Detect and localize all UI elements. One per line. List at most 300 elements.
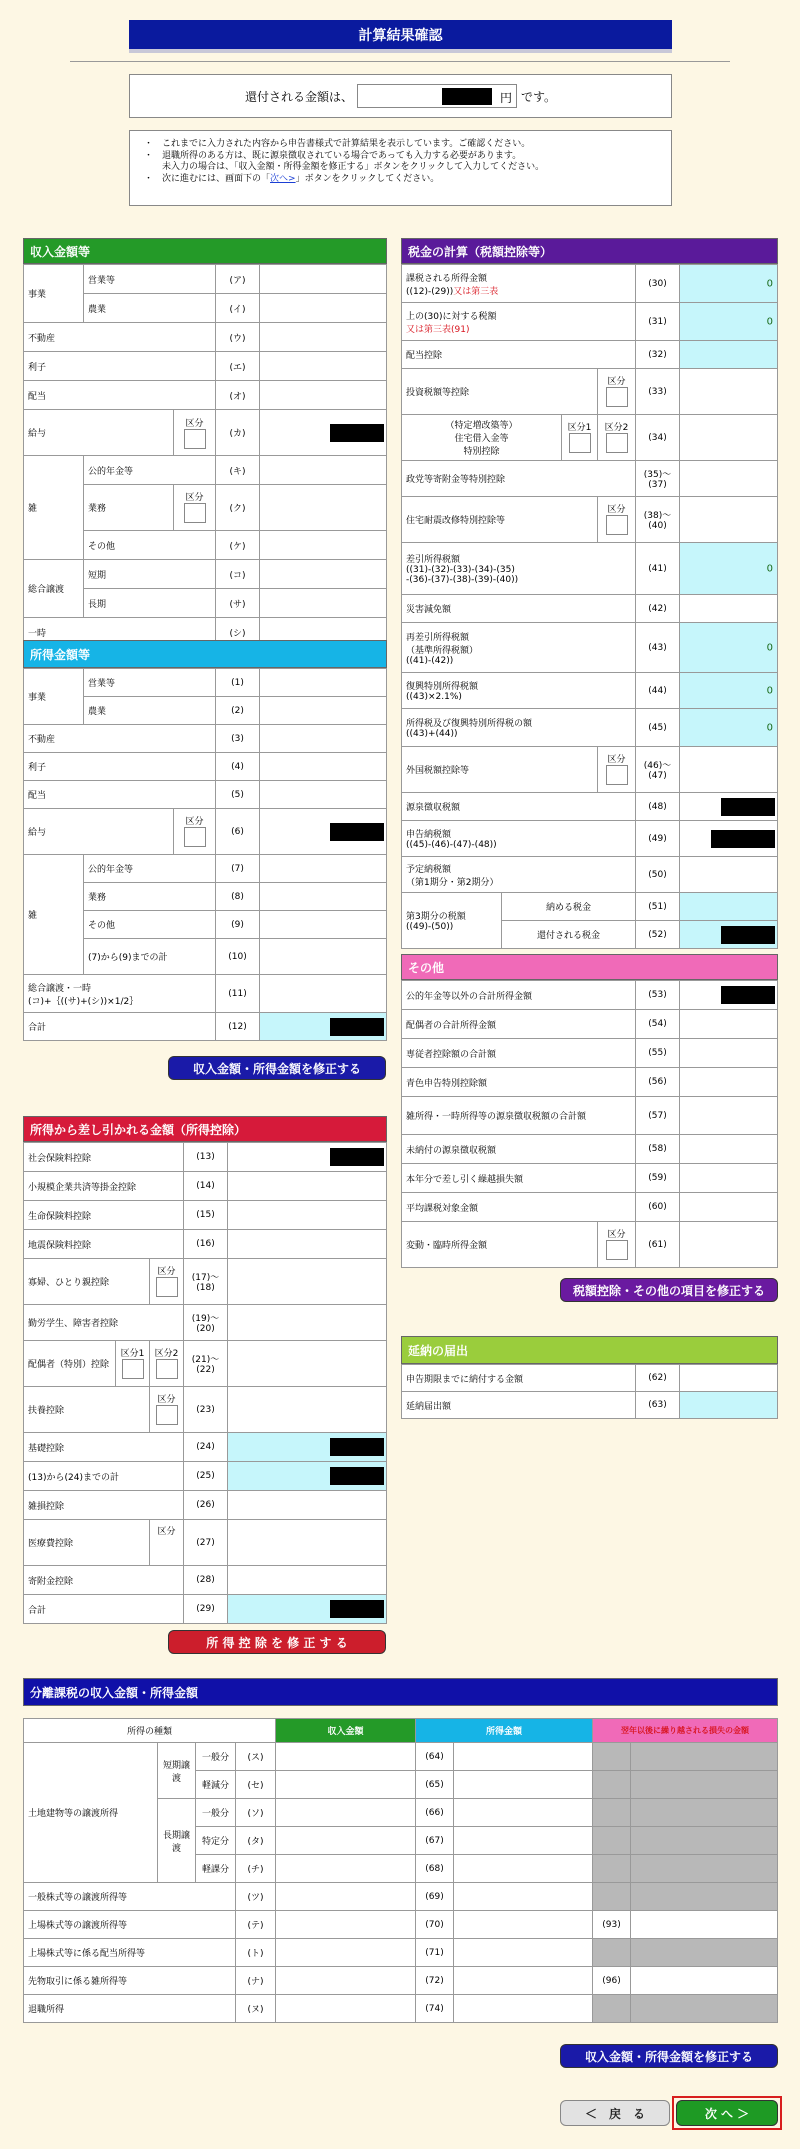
kubun1-input[interactable]	[122, 1359, 144, 1379]
tax-label-45	[402, 709, 636, 747]
kubun-label: 区分	[157, 1266, 176, 1277]
value-cell	[680, 369, 778, 415]
label-line: ((49)-(50))	[406, 922, 454, 932]
value-cell	[228, 1462, 387, 1491]
row-num: (54)	[636, 1010, 680, 1039]
income-value	[276, 1827, 416, 1855]
row-num: (ヌ)	[236, 1995, 276, 2023]
value-cell	[260, 809, 387, 855]
value-cell	[260, 589, 387, 618]
value-cell	[260, 352, 387, 381]
redacted-value	[330, 823, 384, 841]
tax-label-31	[402, 303, 636, 341]
income-value	[276, 1939, 416, 1967]
kubun-label: 区分	[607, 1229, 626, 1240]
label-zatsu: 雑	[24, 456, 84, 560]
row-num: (96)	[593, 1967, 631, 1995]
value-cell	[680, 921, 778, 949]
loss-disabled	[593, 1827, 631, 1855]
kubun-label: 区分	[185, 816, 204, 827]
label-nogyo: 農業	[84, 294, 216, 323]
label-line: 申告納税額	[406, 830, 452, 840]
row-num: (25)	[184, 1462, 228, 1491]
kubun-label: 区分2	[604, 422, 629, 433]
shotoku-value	[454, 1771, 593, 1799]
value-cell	[680, 543, 778, 595]
row-num: (55)	[636, 1039, 680, 1068]
value-cell	[260, 265, 387, 294]
label-line: 課税される所得金額	[406, 273, 488, 284]
row-num: (56)	[636, 1068, 680, 1097]
label-eigyo: 営業等	[84, 265, 216, 294]
value-text: 0	[766, 563, 773, 574]
row-num: (コ)	[216, 560, 260, 589]
row-num: (9)	[216, 911, 260, 939]
kojo-label: 小規模企業共済等掛金控除	[24, 1172, 184, 1201]
ennou-section-header: 延納の届出	[401, 1336, 778, 1364]
row-num: (1)	[216, 669, 260, 697]
label-subtotal-7-9: (7)から(9)までの計	[84, 939, 216, 975]
label-sonota: その他	[84, 911, 216, 939]
label-taishoku: 退職所得	[24, 1995, 236, 2023]
value-cell	[680, 1039, 778, 1068]
row-num: (42)	[636, 595, 680, 623]
tax-label-48: 源泉徴収税額	[402, 793, 636, 821]
tax-label-51: 納める税金	[502, 893, 636, 921]
kubun-input[interactable]	[606, 1240, 628, 1260]
value-text: 0	[766, 278, 773, 289]
row-num: (エ)	[216, 352, 260, 381]
row-num: (33)	[636, 369, 680, 415]
kubun-label: 区分	[185, 418, 204, 429]
tax-label-32: 配当控除	[402, 341, 636, 369]
label-ippan: 一般分	[196, 1743, 236, 1771]
row-num: (51)	[636, 893, 680, 921]
row-num: (11)	[216, 975, 260, 1013]
value-cell	[228, 1230, 387, 1259]
row-num: (32)	[636, 341, 680, 369]
label-eigyo: 営業等	[84, 669, 216, 697]
label-line: 復興特別所得税額	[406, 682, 479, 692]
label-zatsu: 雑	[24, 855, 84, 975]
row-num: (48)	[636, 793, 680, 821]
value-cell	[680, 623, 778, 673]
kubun2-cell	[598, 415, 636, 461]
next-button[interactable]: 次 へ ＞	[676, 2100, 778, 2126]
value-cell	[680, 1392, 778, 1419]
value-cell	[228, 1341, 387, 1387]
row-num: (オ)	[216, 381, 260, 410]
label-line: 予定納税額	[406, 864, 452, 875]
kubun-input[interactable]	[606, 515, 628, 535]
kojo-label: 扶養控除	[24, 1387, 150, 1433]
value-cell	[680, 595, 778, 623]
row-num: (63)	[636, 1392, 680, 1419]
col-header-shotoku: 所得金額	[416, 1719, 593, 1743]
income-value	[276, 1911, 416, 1939]
kubun2-input[interactable]	[156, 1359, 178, 1379]
note-text: ・ 次に進むには、画面下の「	[144, 173, 271, 184]
edit-tax-button[interactable]: 税額控除・その他の項目を修正する	[560, 1278, 778, 1302]
tax-label-34	[402, 415, 562, 461]
value-cell	[680, 265, 778, 303]
row-num: (8)	[216, 883, 260, 911]
shotoku-value	[454, 1827, 593, 1855]
value-cell	[680, 1010, 778, 1039]
kubun-cell	[598, 1222, 636, 1268]
value-cell	[260, 410, 387, 456]
value-cell	[680, 415, 778, 461]
label-nenkin: 公的年金等	[84, 456, 216, 485]
kubun-label: 区分	[157, 1394, 176, 1405]
row-num: (13)	[184, 1143, 228, 1172]
label-line: 住宅借入金等	[454, 434, 509, 444]
value-cell	[228, 1520, 387, 1566]
label-line: ((43)+(44))	[406, 729, 458, 739]
label-nogyo: 農業	[84, 697, 216, 725]
kojo-label: 勤労学生、障害者控除	[24, 1305, 184, 1341]
label-line: 特別控除	[463, 447, 500, 457]
page-title: 計算結果確認	[129, 20, 672, 53]
row-num: (19)～(20)	[184, 1305, 228, 1341]
other-label: 雑所得・一時所得等の源泉徴収税額の合計額	[402, 1097, 636, 1135]
label-line: 第3期分の税額	[406, 912, 466, 922]
label-ippan: 一般分	[196, 1799, 236, 1827]
label-line: （基準所得税額）	[406, 645, 479, 656]
row-num: (67)	[416, 1827, 454, 1855]
col-header-income: 収入金額	[276, 1719, 416, 1743]
label-kyuyo: 給与	[24, 410, 174, 456]
income-value	[276, 1771, 416, 1799]
row-num: (6)	[216, 809, 260, 855]
row-num: (23)	[184, 1387, 228, 1433]
value-cell	[228, 1305, 387, 1341]
label-line: 上の(30)に対する税額	[406, 311, 497, 322]
kubun-label: 区分	[607, 504, 626, 515]
income-section-header: 収入金額等	[23, 238, 387, 264]
label-tokutei: 特定分	[196, 1827, 236, 1855]
loss-value	[631, 1967, 778, 1995]
shotoku-value	[454, 1883, 593, 1911]
kubun1-cell	[562, 415, 598, 461]
income-value	[276, 1995, 416, 2023]
kubun-input[interactable]	[606, 387, 628, 407]
kojo-label: 社会保険料控除	[24, 1143, 184, 1172]
row-num: (43)	[636, 623, 680, 673]
row-num: (16)	[184, 1230, 228, 1259]
row-num: (35)～(37)	[636, 461, 680, 497]
tax-label-42: 災害減免額	[402, 595, 636, 623]
tax-label-43	[402, 623, 636, 673]
refund-prefix: 還付される金額は、	[244, 89, 353, 104]
kubun-cell	[150, 1259, 184, 1305]
row-num: (ツ)	[236, 1883, 276, 1911]
row-num: (14)	[184, 1172, 228, 1201]
other-label: 平均課税対象金額	[402, 1193, 636, 1222]
label-sakimono: 先物取引に係る雑所得等	[24, 1967, 236, 1995]
note-line: ・ 退職所得のある方は、既に源泉徴収されている場合であっても入力する必要があります。	[144, 150, 522, 161]
kojo-label: 合計	[24, 1595, 184, 1624]
refund-suffix: です。	[520, 89, 557, 104]
kubun-input[interactable]	[156, 1277, 178, 1297]
income-value	[276, 1855, 416, 1883]
kubun-input[interactable]	[156, 1405, 178, 1425]
row-num: (10)	[216, 939, 260, 975]
tax-section-header: 税金の計算（税額控除等）	[401, 238, 778, 264]
other-label: 専従者控除額の合計額	[402, 1039, 636, 1068]
label-choki: 長期	[84, 589, 216, 618]
label-line: （第1期分・第2期分）	[406, 877, 499, 888]
loss-value	[631, 1911, 778, 1939]
value-cell	[680, 1164, 778, 1193]
row-num: (57)	[636, 1097, 680, 1135]
label-sogo-ichiji	[24, 975, 216, 1013]
kubun-input[interactable]	[606, 765, 628, 785]
edit-kojo-button[interactable]: 所 得 控 除 を 修 正 す る	[168, 1630, 386, 1654]
label-line: （特定増改築等）	[445, 421, 518, 431]
kubun-cell	[174, 809, 216, 855]
kubun-input[interactable]	[184, 503, 206, 523]
refund-amount-field	[357, 84, 517, 108]
redacted-value	[721, 926, 775, 944]
kubun-label: 区分	[607, 754, 626, 765]
label-tanki: 短期譲渡	[158, 1743, 196, 1799]
loss-disabled	[631, 1995, 778, 2023]
row-num: (66)	[416, 1799, 454, 1827]
redacted-value	[330, 1600, 384, 1618]
row-num: (50)	[636, 857, 680, 893]
row-num: (41)	[636, 543, 680, 595]
row-num: (21)～(22)	[184, 1341, 228, 1387]
tax-label-30	[402, 265, 636, 303]
kubun-cell	[598, 369, 636, 415]
row-num: (30)	[636, 265, 680, 303]
row-num: (29)	[184, 1595, 228, 1624]
tax-label-52: 還付される税金	[502, 921, 636, 949]
value-cell	[260, 485, 387, 531]
value-cell	[260, 456, 387, 485]
value-cell	[228, 1259, 387, 1305]
value-cell	[228, 1201, 387, 1230]
value-cell	[260, 753, 387, 781]
value-cell	[260, 911, 387, 939]
ennou-table	[401, 1364, 778, 1419]
income-value	[276, 1883, 416, 1911]
row-num: (45)	[636, 709, 680, 747]
label-line	[406, 284, 631, 297]
row-num: (34)	[636, 415, 680, 461]
label-keigen: 軽減分	[196, 1771, 236, 1799]
col-header-type: 所得の種類	[24, 1719, 276, 1743]
row-num: (74)	[416, 1995, 454, 2023]
loss-disabled	[631, 1883, 778, 1911]
value-cell	[680, 1222, 778, 1268]
kubun-label: 区分1	[567, 422, 592, 433]
label-sonota: その他	[84, 531, 216, 560]
tax-label-41	[402, 543, 636, 595]
value-cell	[680, 821, 778, 857]
row-num: (68)	[416, 1855, 454, 1883]
value-cell	[228, 1172, 387, 1201]
value-cell	[680, 1097, 778, 1135]
shotoku-section-header: 所得金額等	[23, 640, 387, 668]
value-cell	[260, 855, 387, 883]
kubun-cell	[174, 410, 216, 456]
redacted-value	[330, 1467, 384, 1485]
kubun-label: 区分	[607, 376, 626, 387]
value-cell	[260, 725, 387, 753]
kubun-label: 区分	[150, 1520, 184, 1566]
label-fudosan: 不動産	[24, 323, 216, 352]
kubun1-input[interactable]	[569, 433, 591, 453]
value-cell	[680, 981, 778, 1010]
tax-label-44	[402, 673, 636, 709]
row-num: (5)	[216, 781, 260, 809]
label-haito: 配当	[24, 781, 216, 809]
kubun1-cell	[116, 1341, 150, 1387]
value-cell	[680, 747, 778, 793]
edit-income-button[interactable]: 収入金額・所得金額を修正する	[168, 1056, 386, 1080]
value-cell	[260, 1013, 387, 1041]
label-note: 又は第三表	[453, 286, 499, 297]
label-rishi: 利子	[24, 352, 216, 381]
yen-unit: 円	[499, 91, 512, 105]
label-rishi: 利子	[24, 753, 216, 781]
other-label: 配偶者の合計所得金額	[402, 1010, 636, 1039]
value-cell	[680, 893, 778, 921]
shotoku-value	[454, 1855, 593, 1883]
row-num: (15)	[184, 1201, 228, 1230]
back-button[interactable]: ＜ 戻 る	[560, 2100, 670, 2126]
value-cell	[680, 1068, 778, 1097]
bunri-table	[23, 1718, 778, 2023]
kubun2-input[interactable]	[606, 433, 628, 453]
row-num: (24)	[184, 1433, 228, 1462]
redacted-value	[711, 830, 775, 848]
redacted-value	[330, 1438, 384, 1456]
row-num: (キ)	[216, 456, 260, 485]
row-num: (28)	[184, 1566, 228, 1595]
other-label: 青色申告特別控除額	[402, 1068, 636, 1097]
edit-bunri-button[interactable]: 収入金額・所得金額を修正する	[560, 2044, 778, 2068]
tax-label-33: 投資税額等控除	[402, 369, 598, 415]
row-num: (3)	[216, 725, 260, 753]
loss-disabled	[593, 1855, 631, 1883]
value-cell	[680, 857, 778, 893]
value-cell	[680, 341, 778, 369]
row-num: (70)	[416, 1911, 454, 1939]
kubun-cell	[598, 497, 636, 543]
bunri-section-header: 分離課税の収入金額・所得金額	[23, 1678, 778, 1706]
label-kabu3: 上場株式等に係る配当所得等	[24, 1939, 236, 1967]
loss-disabled	[631, 1743, 778, 1771]
value-cell	[260, 669, 387, 697]
kojo-label: 基礎控除	[24, 1433, 184, 1462]
kubun-cell	[598, 747, 636, 793]
row-num: (ナ)	[236, 1967, 276, 1995]
kubun-label: 区分1	[120, 1348, 145, 1359]
row-num: (38)～(40)	[636, 497, 680, 543]
label-line: ((45)-(46)-(47)-(48))	[406, 840, 497, 850]
label-tochi: 土地建物等の譲渡所得	[24, 1743, 158, 1883]
label-keika: 軽課分	[196, 1855, 236, 1883]
row-num: (ケ)	[216, 531, 260, 560]
loss-disabled	[593, 1743, 631, 1771]
row-num: (60)	[636, 1193, 680, 1222]
ennou-label: 延納届出額	[402, 1392, 636, 1419]
kojo-label: 生命保険料控除	[24, 1201, 184, 1230]
label-kyuyo: 給与	[24, 809, 174, 855]
value-cell	[680, 303, 778, 341]
kubun2-cell	[150, 1341, 184, 1387]
kojo-label: 医療費控除	[24, 1520, 150, 1566]
value-cell	[260, 883, 387, 911]
loss-disabled	[631, 1939, 778, 1967]
shotoku-value	[454, 1995, 593, 2023]
redacted-value	[721, 986, 775, 1004]
row-num: (49)	[636, 821, 680, 857]
label-tanki: 短期	[84, 560, 216, 589]
row-num: (ス)	[236, 1743, 276, 1771]
label-formula: ((12)-(29))	[406, 286, 454, 297]
kubun-label: 区分2	[154, 1348, 179, 1359]
value-cell	[260, 294, 387, 323]
label-kabu1: 一般株式等の譲渡所得等	[24, 1883, 236, 1911]
shotoku-value	[454, 1939, 593, 1967]
other-section-header: その他	[401, 954, 778, 980]
kojo-label: 寄附金控除	[24, 1566, 184, 1595]
value-cell	[260, 939, 387, 975]
label-kabu2: 上場株式等の譲渡所得等	[24, 1911, 236, 1939]
label-line: 再差引所得税額	[406, 632, 470, 643]
redacted-value	[442, 88, 492, 105]
other-table	[401, 980, 778, 1268]
value-text: 0	[766, 685, 773, 696]
kojo-table	[23, 1142, 387, 1624]
kubun-input[interactable]	[184, 827, 206, 847]
label-total: 合計	[24, 1013, 216, 1041]
note-line: ・ これまでに入力された内容から申告書様式で計算結果を表示しています。ご確認ください。	[144, 139, 531, 149]
value-cell	[260, 975, 387, 1013]
row-num: (テ)	[236, 1911, 276, 1939]
row-num: (2)	[216, 697, 260, 725]
label-line: ((41)-(42))	[406, 655, 454, 666]
row-num: (72)	[416, 1967, 454, 1995]
row-num: (27)	[184, 1520, 228, 1566]
next-link[interactable]: 次へ>	[270, 173, 296, 184]
income-value	[276, 1743, 416, 1771]
row-num: (62)	[636, 1365, 680, 1392]
redacted-value	[330, 1018, 384, 1036]
loss-disabled	[631, 1771, 778, 1799]
other-label: 公的年金等以外の合計所得金額	[402, 981, 636, 1010]
notes-box	[129, 130, 672, 206]
loss-disabled	[593, 1799, 631, 1827]
value-cell	[680, 1365, 778, 1392]
kojo-section-header: 所得から差し引かれる金額（所得控除）	[23, 1116, 387, 1142]
kubun-input[interactable]	[184, 429, 206, 449]
value-cell	[680, 673, 778, 709]
value-cell	[228, 1566, 387, 1595]
value-cell	[680, 1135, 778, 1164]
other-label: 未納付の源泉徴収税額	[402, 1135, 636, 1164]
kojo-label: 雑損控除	[24, 1491, 184, 1520]
value-cell	[260, 531, 387, 560]
tax-label-46: 外国税額控除等	[402, 747, 598, 793]
label-line: -(36)-(37)-(38)-(39)-(40))	[406, 575, 519, 585]
row-num: (93)	[593, 1911, 631, 1939]
label-line: ((43)×2.1%)	[406, 692, 462, 702]
